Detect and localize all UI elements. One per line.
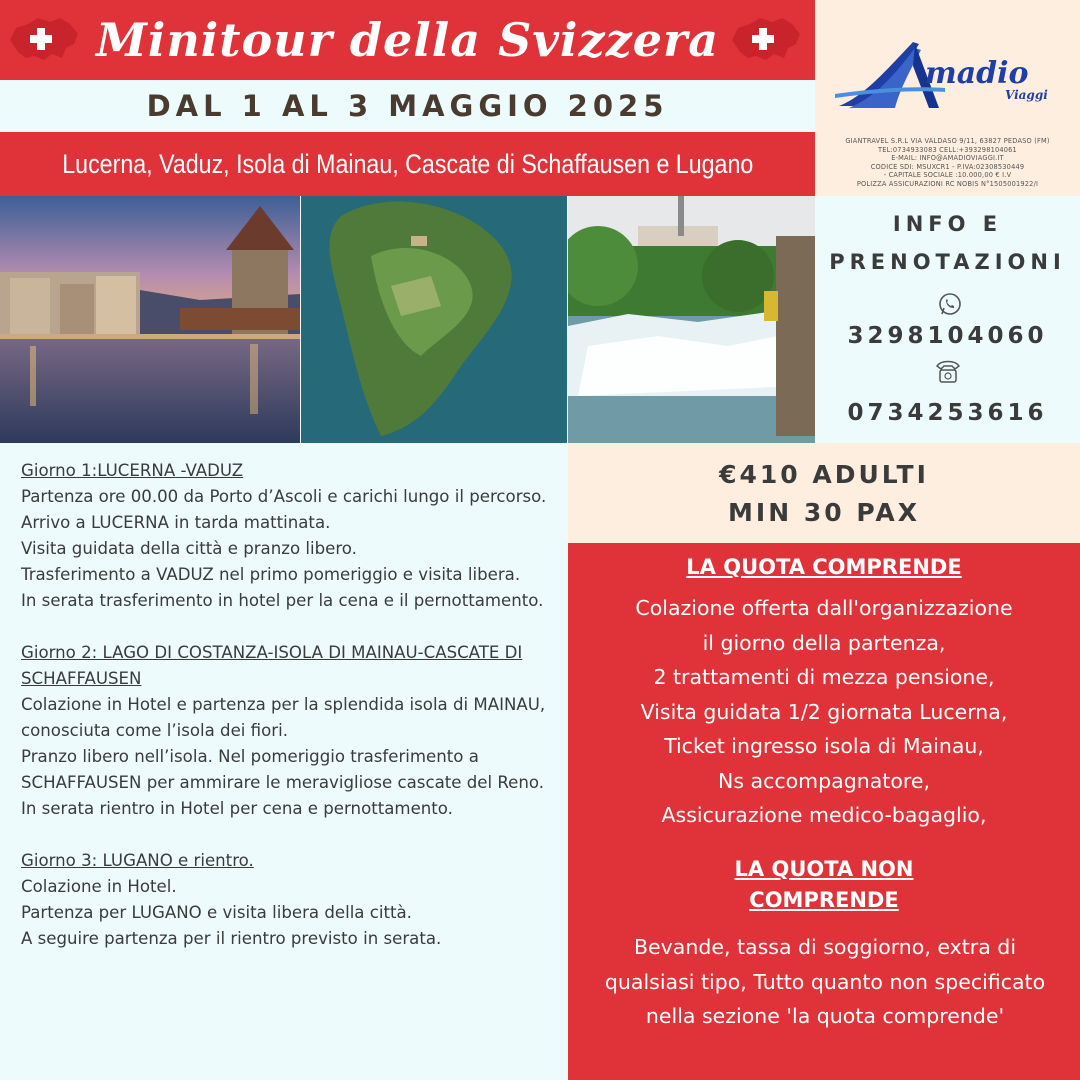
page-title: Minitour della Svizzera <box>95 13 720 67</box>
list-item: il giorno della partenza, <box>702 630 946 655</box>
date-band <box>0 80 815 132</box>
list-item: Ticket ingresso isola di Mainau, <box>664 734 984 758</box>
route-band <box>0 132 815 196</box>
title-band <box>0 0 815 80</box>
photo-lucerna <box>0 196 300 443</box>
company-line: GIANTRAVEL S.R.L VIA VALDASO 9/11, 63827 PEDASO (FM) <box>845 137 1050 145</box>
day-description: Partenza ore 00.00 da Porto d’Ascoli e carichi lungo il percorso. Arrivo a LUCERNA in tarda mattinata. Visita guidata della città e pranzo libero. Trasferimento a VADUZ nel primo pomeriggio e visita libera. In serata trasferimento in hotel per la cena e il pernottamento. <box>21 487 547 610</box>
photo-mainau <box>301 196 567 443</box>
tour-dates: DAL 1 AL 3 MAGGIO 2025 <box>146 89 669 123</box>
excluded-text: Bevande, tassa di soggiorno, extra di qualsiasi tipo, Tutto quanto non specificato nella sezione 'la quota comprende' <box>604 935 1046 1028</box>
company-details <box>820 137 1075 189</box>
price-adults: €410 ADULTI <box>719 460 929 489</box>
day-heading: Giorno 1:LUCERNA -VADUZ <box>21 461 244 480</box>
telephone-icon <box>933 356 963 386</box>
logo-subtitle: Viaggi <box>1005 88 1048 102</box>
info-title: INFO E <box>892 212 1003 236</box>
excluded-heading-line: COMPRENDE <box>749 888 899 912</box>
day-heading: Giorno 3: LUGANO e rientro. <box>21 851 254 870</box>
excluded-heading-line: LA QUOTA NON <box>734 857 914 881</box>
company-line: TEL:0734933083 CELL:+393298104061 <box>878 145 1017 154</box>
day-description: Colazione in Hotel e partenza per la splendida isola di MAINAU, conosciuta come l’isola dei fiori. Pranzo libero nell’isola. Nel pomeriggio trasferimento a SCHAFFAUSEN per ammirare le meravigliose cascate del Reno. In serata rientro in Hotel per cena e pernottamento. <box>21 695 546 818</box>
list-item: Colazione offerta dall'organizzazione <box>635 596 1013 620</box>
day-heading: Giorno 2: LAGO DI COSTANZA-ISOLA DI MAINAU-CASCATE DI SCHAFFAUSEN <box>21 643 523 688</box>
excluded-heading <box>568 854 1080 916</box>
swiss-map-flag-icon <box>726 10 804 68</box>
tour-route: Lucerna, Vaduz, Isola di Mainau, Cascate di Schaffausen e Lugano <box>61 148 754 179</box>
logo-wordmark: madio <box>925 56 1029 91</box>
phone-mobile[interactable]: 3298104060 <box>847 323 1048 349</box>
itinerary <box>21 458 561 952</box>
company-line: POLIZZA ASSICURAZIONI RC NOBIS N°1505001922/I <box>856 179 1039 188</box>
company-line: - CAPITALE SOCIALE :10.000,00 € I.V <box>883 171 1012 180</box>
phone-landline[interactable]: 0734253616 <box>847 400 1048 426</box>
company-line: E-MAIL: INFO@AMADIOVIAGGI.IT <box>891 154 1004 163</box>
list-item: Ns accompagnatore, <box>718 768 930 793</box>
swiss-map-flag-icon <box>4 10 82 68</box>
list-item: 2 trattamenti di mezza pensione, <box>653 665 995 689</box>
info-title: PRENOTAZIONI <box>829 250 1066 274</box>
list-item: Visita guidata 1/2 giornata Lucerna, <box>640 699 1008 724</box>
included-list <box>568 591 1080 833</box>
photo-schaffhausen-falls <box>568 196 815 443</box>
day-description: Colazione in Hotel. Partenza per LUGANO e visita libera della città. A seguire partenza per il rientro previsto in serata. <box>21 877 442 948</box>
whatsapp-icon <box>937 291 963 317</box>
price-panel <box>568 443 1080 543</box>
price-min-pax: MIN 30 PAX <box>728 498 920 527</box>
list-item: Assicurazione medico-bagaglio, <box>661 803 987 827</box>
company-line: CODICE SDI: MSUXCR1 - P.IVA:02308530449 <box>870 162 1025 171</box>
included-heading: LA QUOTA COMPRENDE <box>686 555 962 579</box>
